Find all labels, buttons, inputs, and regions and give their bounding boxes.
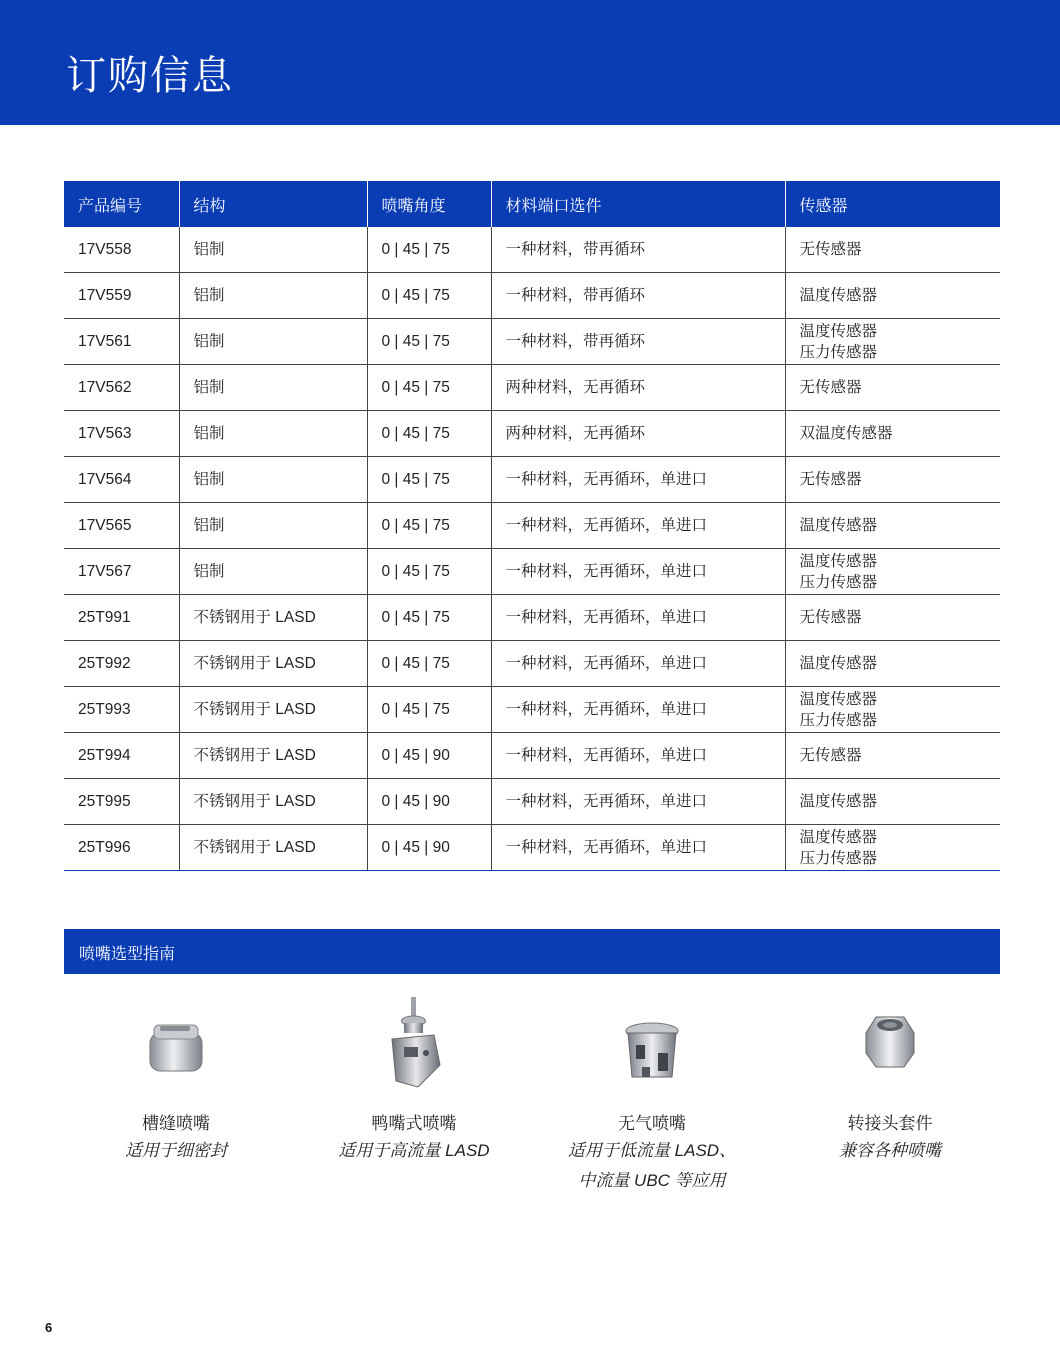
nozzle-card-adapter bbox=[770, 995, 1010, 1166]
sensor-cell: 温度传感器 bbox=[785, 779, 1000, 825]
material-port-cell: 一种材料，无再循环，单进口 bbox=[491, 825, 785, 871]
table-row bbox=[64, 687, 1000, 733]
part-number-cell: 17V563 bbox=[64, 411, 179, 457]
nozzle-angle-cell: 0 | 45 | 90 bbox=[367, 825, 491, 871]
construction-cell: 不锈钢用于 LASD bbox=[179, 779, 367, 825]
material-port-cell: 一种材料，无再循环，单进口 bbox=[491, 457, 785, 503]
page-number: 6 bbox=[45, 1320, 53, 1335]
part-number-cell: 25T992 bbox=[64, 641, 179, 687]
part-number-cell: 25T993 bbox=[64, 687, 179, 733]
material-port-cell: 一种材料，无再循环，单进口 bbox=[491, 549, 785, 595]
construction-cell: 不锈钢用于 LASD bbox=[179, 687, 367, 733]
sensor-cell: 温度传感器 压力传感器 bbox=[785, 825, 1000, 871]
nozzle-card-airless bbox=[532, 995, 772, 1196]
nozzle-angle-cell: 0 | 45 | 75 bbox=[367, 549, 491, 595]
material-port-cell: 一种材料，无再循环，单进口 bbox=[491, 641, 785, 687]
material-port-cell: 两种材料，无再循环 bbox=[491, 365, 785, 411]
table-row bbox=[64, 365, 1000, 411]
nozzle-name: 鸭嘴式喷嘴 bbox=[371, 1114, 457, 1133]
material-port-cell: 两种材料，无再循环 bbox=[491, 411, 785, 457]
sensor-cell: 无传感器 bbox=[785, 365, 1000, 411]
part-number-cell: 25T996 bbox=[64, 825, 179, 871]
sensor-cell: 无传感器 bbox=[785, 457, 1000, 503]
table-row bbox=[64, 503, 1000, 549]
page-header bbox=[0, 0, 1060, 125]
sensor-cell: 温度传感器 压力传感器 bbox=[785, 549, 1000, 595]
construction-cell: 铝制 bbox=[179, 319, 367, 365]
part-number-cell: 17V564 bbox=[64, 457, 179, 503]
column-header-construction: 结构 bbox=[179, 181, 367, 227]
nozzle-angle-cell: 0 | 45 | 90 bbox=[367, 779, 491, 825]
material-port-cell: 一种材料，带再循环 bbox=[491, 227, 785, 273]
part-number-cell: 17V565 bbox=[64, 503, 179, 549]
construction-cell: 不锈钢用于 LASD bbox=[179, 825, 367, 871]
nozzle-description: 适用于低流量 LASD、 中流量 UBC 等应用 bbox=[567, 1141, 737, 1190]
construction-cell: 铝制 bbox=[179, 273, 367, 319]
table-row bbox=[64, 319, 1000, 365]
nozzle-description: 适用于高流量 LASD bbox=[338, 1141, 490, 1160]
sensor-cell: 无传感器 bbox=[785, 595, 1000, 641]
nozzle-angle-cell: 0 | 45 | 75 bbox=[367, 641, 491, 687]
material-port-cell: 一种材料，无再循环，单进口 bbox=[491, 779, 785, 825]
table-row bbox=[64, 733, 1000, 779]
part-number-cell: 17V562 bbox=[64, 365, 179, 411]
construction-cell: 铝制 bbox=[179, 503, 367, 549]
sensor-cell: 温度传感器 bbox=[785, 503, 1000, 549]
material-port-cell: 一种材料，带再循环 bbox=[491, 319, 785, 365]
airless-nozzle-icon bbox=[612, 995, 692, 1095]
nozzle-card-slot bbox=[56, 995, 296, 1166]
sensor-cell: 温度传感器 压力传感器 bbox=[785, 687, 1000, 733]
nozzle-name: 槽缝喷嘴 bbox=[142, 1114, 210, 1133]
nozzle-guide-bar bbox=[64, 929, 1000, 974]
table-row bbox=[64, 825, 1000, 871]
sensor-cell: 温度传感器 bbox=[785, 641, 1000, 687]
part-number-cell: 17V567 bbox=[64, 549, 179, 595]
slot-nozzle-icon bbox=[136, 995, 216, 1095]
part-number-cell: 17V559 bbox=[64, 273, 179, 319]
construction-cell: 铝制 bbox=[179, 411, 367, 457]
nozzle-card-duckbill bbox=[294, 995, 534, 1166]
table-header-row bbox=[64, 181, 1000, 227]
nozzle-angle-cell: 0 | 45 | 75 bbox=[367, 411, 491, 457]
table-row bbox=[64, 227, 1000, 273]
material-port-cell: 一种材料，带再循环 bbox=[491, 273, 785, 319]
nozzle-angle-cell: 0 | 45 | 75 bbox=[367, 595, 491, 641]
table-row bbox=[64, 411, 1000, 457]
nozzle-angle-cell: 0 | 45 | 75 bbox=[367, 319, 491, 365]
sensor-cell: 温度传感器 压力传感器 bbox=[785, 319, 1000, 365]
column-header-part-number: 产品编号 bbox=[64, 181, 179, 227]
sensor-cell: 双温度传感器 bbox=[785, 411, 1000, 457]
construction-cell: 不锈钢用于 LASD bbox=[179, 595, 367, 641]
part-number-cell: 17V561 bbox=[64, 319, 179, 365]
nozzle-angle-cell: 0 | 45 | 75 bbox=[367, 365, 491, 411]
sensor-cell: 温度传感器 bbox=[785, 273, 1000, 319]
construction-cell: 铝制 bbox=[179, 365, 367, 411]
nozzle-name: 转接头套件 bbox=[847, 1114, 933, 1133]
ordering-table bbox=[64, 181, 1000, 871]
construction-cell: 铝制 bbox=[179, 549, 367, 595]
sensor-cell: 无传感器 bbox=[785, 227, 1000, 273]
table-row bbox=[64, 457, 1000, 503]
nozzle-angle-cell: 0 | 45 | 75 bbox=[367, 457, 491, 503]
nozzle-angle-cell: 0 | 45 | 75 bbox=[367, 273, 491, 319]
construction-cell: 铝制 bbox=[179, 227, 367, 273]
material-port-cell: 一种材料，无再循环，单进口 bbox=[491, 595, 785, 641]
part-number-cell: 17V558 bbox=[64, 227, 179, 273]
page-title: 订购信息 bbox=[66, 53, 234, 99]
adapter-kit-icon bbox=[850, 995, 930, 1095]
material-port-cell: 一种材料，无再循环，单进口 bbox=[491, 733, 785, 779]
nozzle-guide-title: 喷嘴选型指南 bbox=[79, 946, 176, 963]
construction-cell: 不锈钢用于 LASD bbox=[179, 641, 367, 687]
material-port-cell: 一种材料，无再循环，单进口 bbox=[491, 687, 785, 733]
column-header-nozzle-angle: 喷嘴角度 bbox=[367, 181, 491, 227]
nozzle-description: 兼容各种喷嘴 bbox=[839, 1141, 941, 1160]
nozzle-angle-cell: 0 | 45 | 75 bbox=[367, 687, 491, 733]
nozzle-name: 无气喷嘴 bbox=[618, 1114, 686, 1133]
part-number-cell: 25T991 bbox=[64, 595, 179, 641]
nozzle-description: 适用于细密封 bbox=[125, 1141, 227, 1160]
nozzle-angle-cell: 0 | 45 | 75 bbox=[367, 503, 491, 549]
table-row bbox=[64, 595, 1000, 641]
part-number-cell: 25T994 bbox=[64, 733, 179, 779]
column-header-material-port: 材料端口选件 bbox=[491, 181, 785, 227]
material-port-cell: 一种材料，无再循环，单进口 bbox=[491, 503, 785, 549]
construction-cell: 不锈钢用于 LASD bbox=[179, 733, 367, 779]
sensor-cell: 无传感器 bbox=[785, 733, 1000, 779]
table-row bbox=[64, 779, 1000, 825]
construction-cell: 铝制 bbox=[179, 457, 367, 503]
duckbill-nozzle-icon bbox=[374, 995, 454, 1095]
table-row bbox=[64, 641, 1000, 687]
table-row bbox=[64, 549, 1000, 595]
nozzle-angle-cell: 0 | 45 | 90 bbox=[367, 733, 491, 779]
column-header-sensor: 传感器 bbox=[785, 181, 1000, 227]
nozzle-angle-cell: 0 | 45 | 75 bbox=[367, 227, 491, 273]
part-number-cell: 25T995 bbox=[64, 779, 179, 825]
table-row bbox=[64, 273, 1000, 319]
